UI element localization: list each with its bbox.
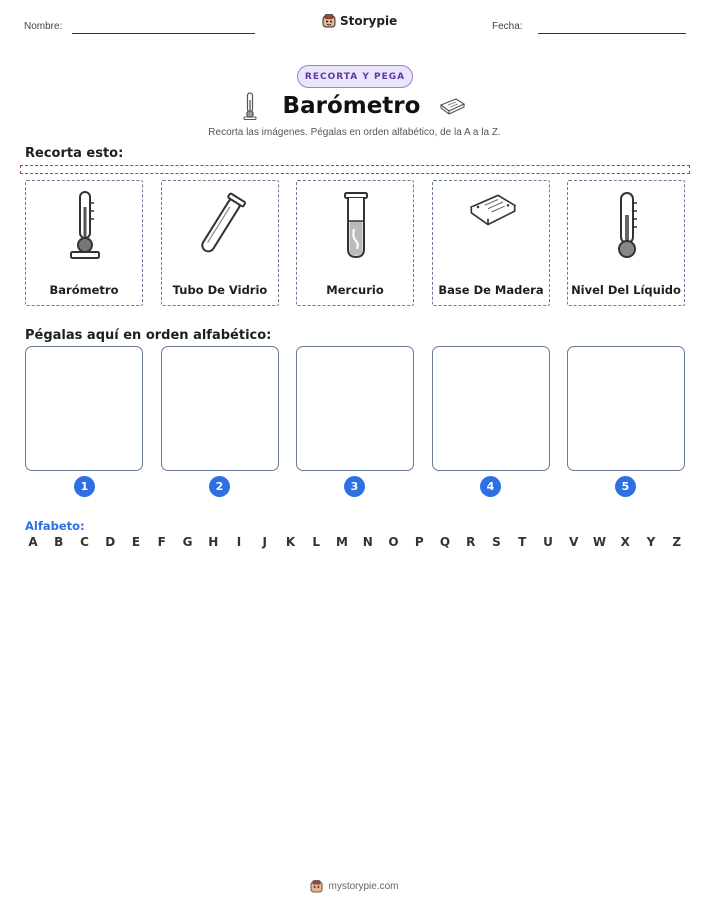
- paste-box-1[interactable]: [25, 346, 143, 471]
- paste-box-4[interactable]: [432, 346, 550, 471]
- number-badge-3: 3: [344, 476, 365, 497]
- alphabet-letter: P: [414, 535, 424, 549]
- alphabet-letter: T: [518, 535, 527, 549]
- alphabet-letter: A: [28, 535, 38, 549]
- brand-logo: [322, 14, 397, 28]
- alphabet-letter: V: [569, 535, 579, 549]
- instructions: Recorta las imágenes. Pégalas en orden alfabético, de la A a la Z.: [208, 127, 501, 138]
- number-badge-4: 4: [480, 476, 501, 497]
- number-badge-2: 2: [209, 476, 230, 497]
- alphabet-letter: N: [362, 535, 373, 549]
- liquid-level-thermometer-icon: [597, 189, 657, 261]
- alphabet-heading: Alfabeto:: [25, 519, 85, 533]
- number-badge-5: 5: [615, 476, 636, 497]
- alphabet-letter: I: [236, 535, 242, 549]
- cut-heading: Recorta esto:: [25, 146, 124, 161]
- alphabet-letter: U: [543, 535, 553, 549]
- page-title: Barómetro: [282, 93, 421, 119]
- alphabet-letter: C: [80, 535, 89, 549]
- alphabet-letter: H: [208, 535, 219, 549]
- mercury-tube-icon: [326, 189, 386, 261]
- wooden-base-icon: [458, 187, 528, 247]
- footer-site[interactable]: mystorypie.com: [328, 881, 399, 892]
- alphabet-letter: J: [262, 535, 267, 549]
- alphabet-letter: M: [336, 535, 348, 549]
- alphabet-letter: B: [54, 535, 64, 549]
- glass-tube-icon: [191, 189, 251, 261]
- cut-card-tubo-de-vidrio[interactable]: [161, 180, 279, 306]
- date-line[interactable]: [538, 33, 686, 34]
- alphabet-letter: S: [492, 535, 501, 549]
- alphabet-letter: Q: [439, 535, 451, 549]
- alphabet-letter: E: [131, 535, 141, 549]
- footer: [0, 880, 709, 893]
- card-label: Nivel Del Líquido: [571, 283, 681, 297]
- card-label: Base De Madera: [438, 283, 544, 297]
- alphabet-letter: R: [466, 535, 476, 549]
- card-label: Mercurio: [326, 283, 384, 297]
- cut-card-nivel-del-liquido[interactable]: [567, 180, 685, 306]
- number-badge-1: 1: [74, 476, 95, 497]
- alphabet-letter: Y: [646, 535, 656, 549]
- alphabet-row: [26, 535, 684, 549]
- name-label: Nombre:: [24, 21, 63, 32]
- card-label: Barómetro: [49, 283, 119, 297]
- storypie-mascot-icon: [322, 14, 336, 28]
- alphabet-letter: O: [388, 535, 399, 549]
- alphabet-letter: G: [182, 535, 193, 549]
- alphabet-letter: K: [285, 535, 296, 549]
- alphabet-letter: X: [620, 535, 630, 549]
- barometer-icon: [55, 189, 115, 261]
- cut-line: [20, 165, 690, 174]
- alphabet-letter: L: [312, 535, 321, 549]
- paste-box-3[interactable]: [296, 346, 414, 471]
- alphabet-letter: Z: [672, 535, 682, 549]
- alphabet-letter: D: [105, 535, 116, 549]
- activity-badge: RECORTA Y PEGA: [297, 65, 413, 88]
- storypie-mascot-icon: [310, 880, 323, 893]
- alphabet-letter: W: [592, 535, 607, 549]
- alphabet-letter: F: [157, 535, 166, 549]
- name-line[interactable]: [72, 33, 255, 34]
- brand-name: Storypie: [340, 14, 398, 28]
- cut-card-mercurio[interactable]: [296, 180, 414, 306]
- date-label: Fecha:: [492, 21, 523, 32]
- cut-card-barometro[interactable]: [25, 180, 143, 306]
- paste-heading: Pégalas aquí en orden alfabético:: [25, 328, 272, 343]
- paste-box-5[interactable]: [567, 346, 685, 471]
- card-label: Tubo De Vidrio: [172, 283, 268, 297]
- thermometer-icon: [243, 92, 257, 120]
- paste-box-2[interactable]: [161, 346, 279, 471]
- wooden-base-icon: [438, 97, 466, 115]
- cut-card-base-de-madera[interactable]: [432, 180, 550, 306]
- title-row: [0, 92, 709, 120]
